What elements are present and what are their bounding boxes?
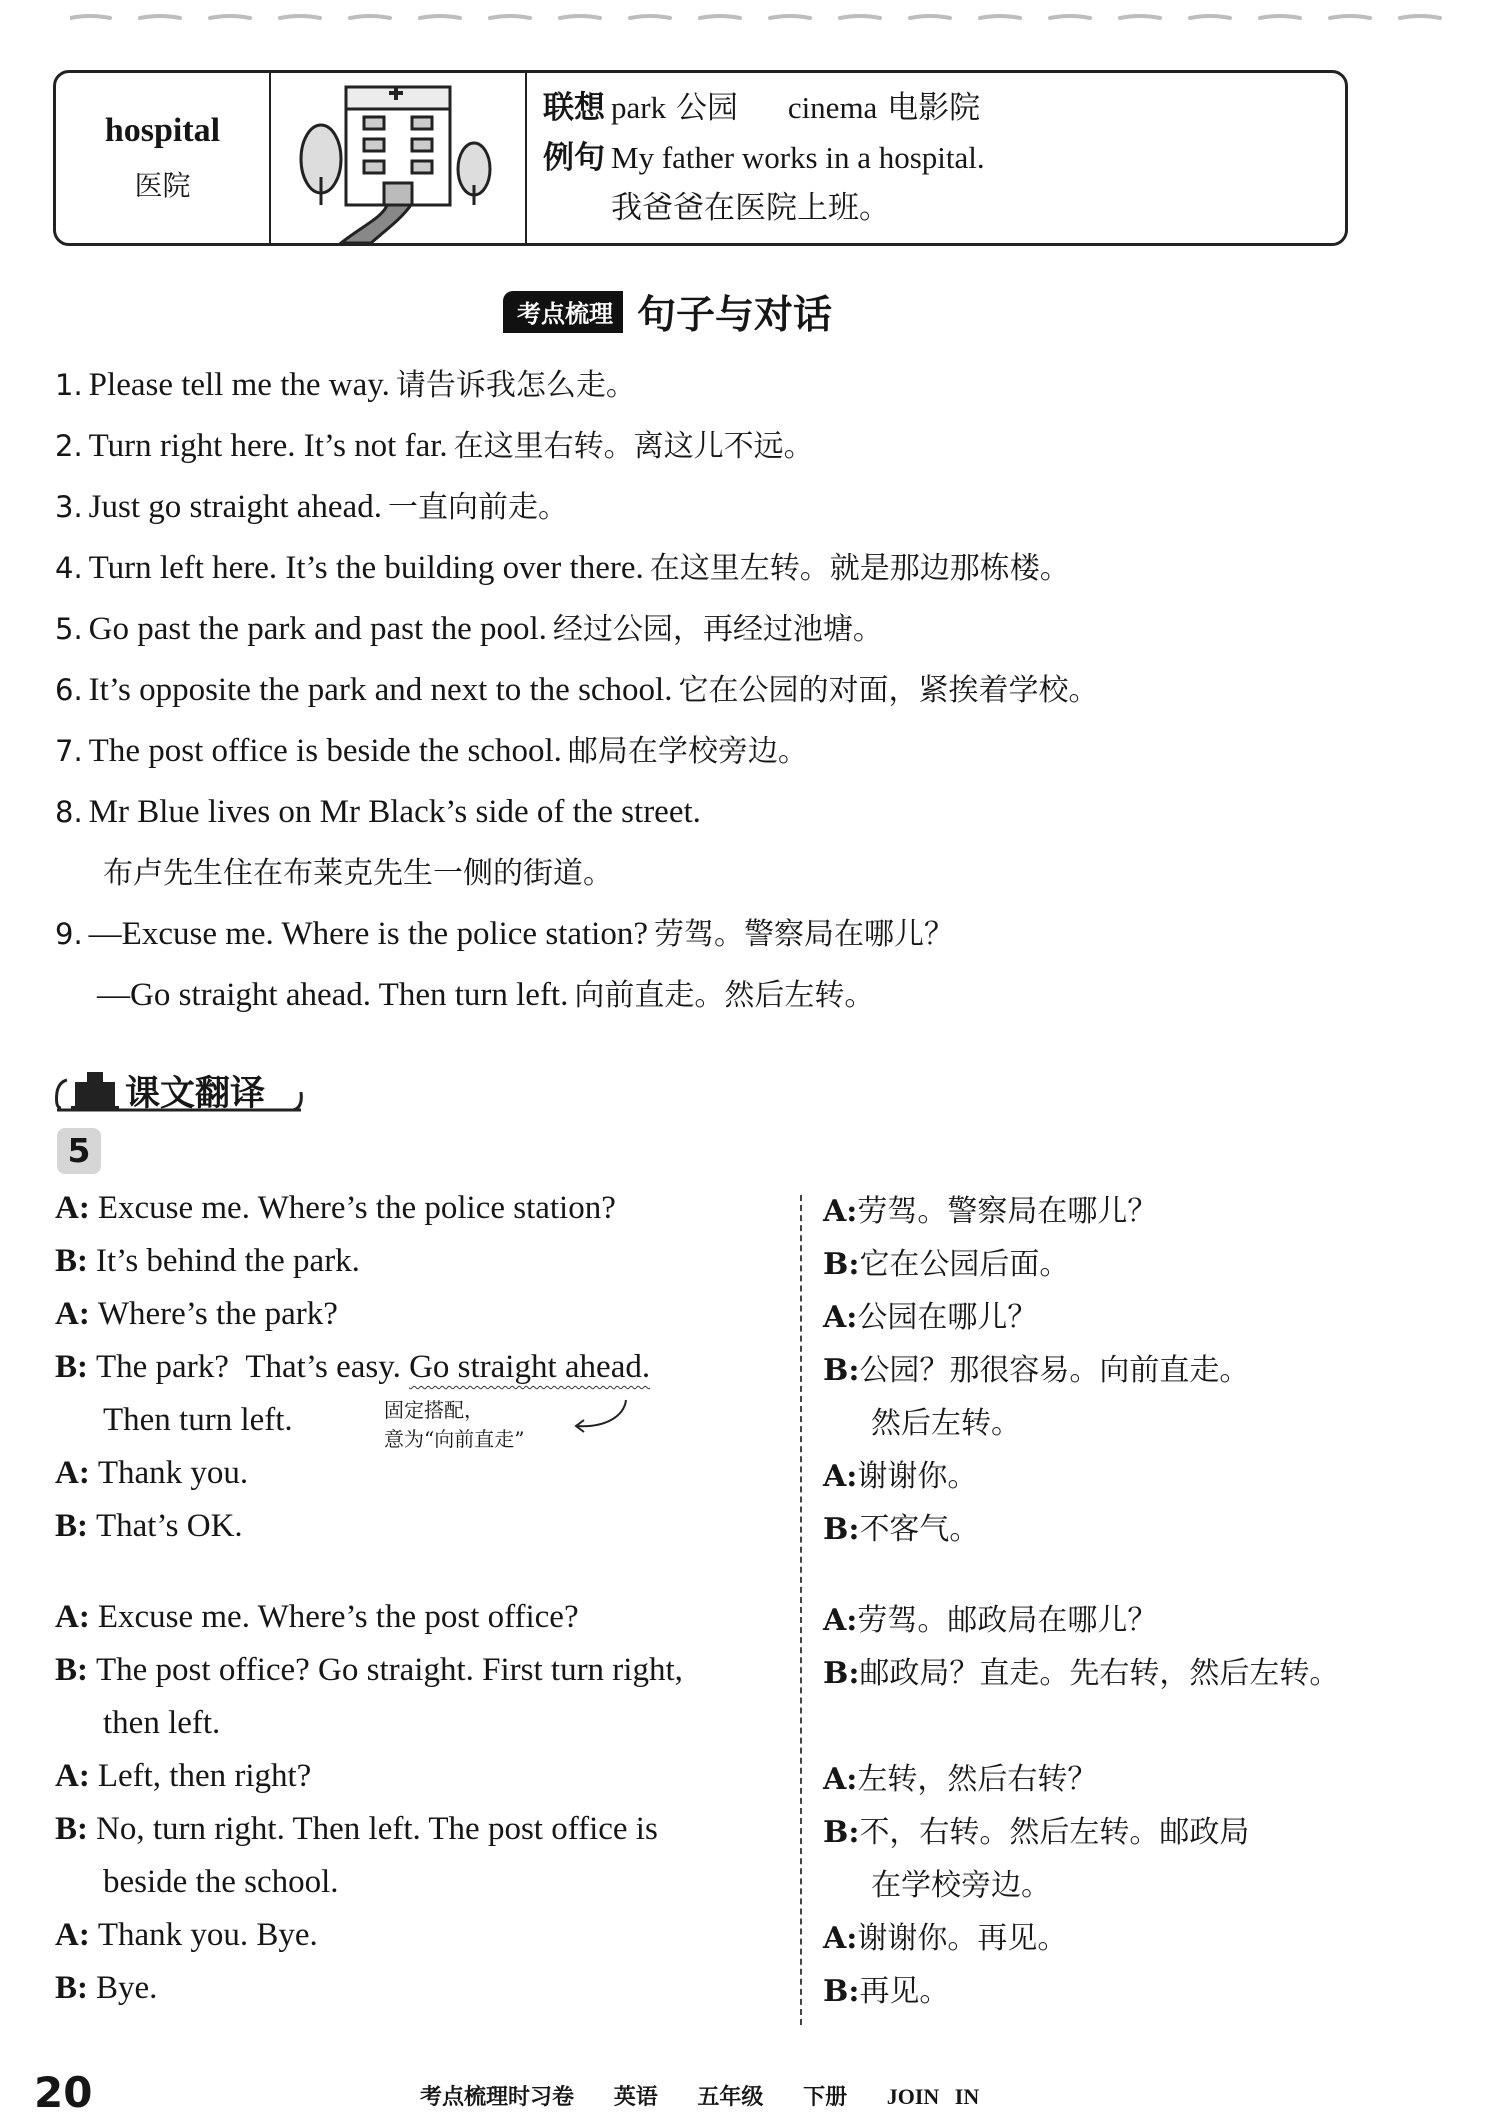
sentence-cn: 邮局在学校旁边。 [567, 734, 808, 769]
dialogue-text: Excuse me. Where’s the police station? [97, 1190, 616, 1226]
footer-grade: 五年级 [697, 2084, 764, 2110]
footer-edition: JOIN IN [886, 2084, 980, 2109]
lesson-number-badge: 5 [57, 1128, 101, 1174]
association-word-2: cinema [787, 90, 878, 125]
sentence-en: It’s opposite the park and next to the school. [88, 672, 673, 708]
dialogue-text: The post office? Go straight. First turn right, [96, 1652, 683, 1688]
dialogue-line-continued [55, 1860, 765, 1913]
sentence-number: 2. [55, 429, 83, 463]
dialogue-text: 不，右转。然后左转。邮政局 [859, 1815, 1250, 1850]
section-heading-sentences [503, 284, 832, 340]
speaker-label: A: [823, 1194, 858, 1229]
sentence-item [55, 785, 1435, 846]
sentence-en: Turn left here. It’s the building over there. [88, 550, 644, 586]
speaker-label: A: [823, 1300, 858, 1335]
sentence-number: 5. [55, 612, 83, 646]
dialogue-text: 谢谢你。再见。 [857, 1921, 1068, 1956]
vocab-association [543, 83, 1345, 133]
sentence-number: 4. [55, 551, 83, 585]
dialogue-line [823, 1243, 1383, 1296]
vocab-example [543, 133, 1345, 183]
dialogue-chinese [823, 1190, 1383, 2023]
sentence-item [55, 602, 1435, 663]
column-divider [800, 1195, 802, 2025]
dialogue-text: 在学校旁边。 [871, 1868, 1051, 1903]
vocab-card [53, 70, 1348, 246]
dialogue-text: Thank you. Bye. [97, 1917, 318, 1953]
speaker-label: B: [823, 1815, 860, 1850]
sentence-item [55, 480, 1435, 541]
dialogue-text: then left. [103, 1705, 221, 1741]
dialogue-text: That’s OK. [96, 1508, 243, 1544]
sentence-cn: 经过公园，再经过池塘。 [552, 612, 883, 647]
dialogue-text: 左转，然后右转？ [857, 1762, 1098, 1797]
sentence-en: Mr Blue lives on Mr Black’s side of the street. [88, 794, 701, 830]
sentence-item [55, 663, 1435, 724]
sentence-cn: 一直向前走。 [387, 490, 568, 525]
dialogue-line [823, 1508, 1383, 1561]
sentence-number: 6. [55, 673, 83, 707]
sentence-cn: 在这里右转。离这儿不远。 [453, 429, 814, 464]
page-number: 20 [34, 2068, 93, 2117]
sentence-cn: 布卢先生住在布莱克先生一侧的街道。 [103, 856, 613, 891]
sentence-cn: 请告诉我怎么走。 [395, 368, 636, 403]
speaker-label: B: [823, 1974, 860, 2009]
speaker-label: B: [823, 1512, 860, 1547]
dialogue-line [55, 1648, 765, 1701]
annotation-note [384, 1396, 524, 1454]
dialogue-line [823, 1811, 1383, 1864]
dialogue-line [55, 1595, 765, 1648]
dialogue-line-continued [823, 1864, 1383, 1917]
speaker-label: A: [55, 1190, 90, 1226]
dialogue-text: That’s easy. [245, 1349, 401, 1385]
sentence-item [55, 358, 1435, 419]
dialogue-line [823, 1970, 1383, 2023]
speaker-label: B: [55, 1652, 88, 1688]
speaker-label: B: [823, 1247, 860, 1282]
dialogue-line [823, 1917, 1383, 1970]
sentence-cn: 在这里左转。就是那边那栋楼。 [649, 551, 1070, 586]
dialogue-line [823, 1455, 1383, 1508]
dialogue-text: It’s behind the park. [96, 1243, 360, 1279]
sentence-en: The post office is beside the school. [88, 733, 562, 769]
speaker-label: B: [823, 1656, 860, 1691]
dialogue-text: 然后左转。 [871, 1406, 1021, 1441]
dialogue-line-continued [823, 1402, 1383, 1455]
dialogue-line [55, 1451, 765, 1504]
example-sentence-cn: 我爸爸在医院上班。 [611, 190, 890, 226]
sentence-en: —Excuse me. Where is the police station? [88, 916, 648, 952]
dialogue-text: 不客气。 [859, 1512, 980, 1547]
sentence-cn: 向前直走。然后左转。 [574, 978, 875, 1013]
sentence-number: 3. [55, 490, 83, 524]
dialogue-line [55, 1239, 765, 1292]
dialogue-text: Thank you. [97, 1455, 249, 1491]
sentence-number: 8. [55, 795, 83, 829]
dialogue-text: beside the school. [103, 1864, 339, 1900]
dialogue-gap [823, 1561, 1383, 1599]
dialogue-text: Left, then right? [97, 1758, 312, 1794]
speaker-label: A: [823, 1459, 858, 1494]
section-title: 句子与对话 [637, 293, 833, 338]
speaker-label: A: [823, 1762, 858, 1797]
dialogue-line [823, 1652, 1383, 1705]
sentence-en: —Go straight ahead. Then turn left. [97, 977, 569, 1013]
sentence-number: 9. [55, 917, 83, 951]
dialogue-text: 公园？那很容易。向前直走。 [859, 1353, 1250, 1388]
sentence-item [55, 724, 1435, 785]
dialogue-text: Where’s the park? [97, 1296, 338, 1332]
dialogue-text: No, turn right. Then left. The post office is [96, 1811, 658, 1847]
speaker-label: B: [55, 1349, 88, 1385]
sentence-reply-line [55, 968, 1435, 1029]
dialogue-text: 劳驾。警察局在哪儿？ [857, 1194, 1158, 1229]
sentence-number: 1. [55, 368, 83, 402]
sentence-number: 7. [55, 734, 83, 768]
dialogue-line [55, 1913, 765, 1966]
dialogue-line [823, 1758, 1383, 1811]
sentence-en: Just go straight ahead. [88, 489, 382, 525]
sentence-en: Turn right here. It’s not far. [88, 428, 448, 464]
sentence-cn: 它在公园的对面，紧挨着学校。 [678, 673, 1099, 708]
speaker-label: A: [55, 1917, 90, 1953]
dialogue-line [55, 1807, 765, 1860]
note-line: 固定搭配， [384, 1398, 484, 1422]
footer-volume: 下册 [803, 2084, 848, 2110]
dialogue-gap [55, 1557, 765, 1595]
sentence-en: Please tell me the way. [88, 367, 390, 403]
sentence-item [55, 907, 1435, 968]
speaker-label: B: [55, 1811, 88, 1847]
dialogue-line [823, 1599, 1383, 1652]
association-word-1: park [611, 90, 667, 125]
speaker-label: A: [55, 1455, 90, 1491]
sentence-item [55, 419, 1435, 480]
vocab-picture-cell [271, 73, 527, 243]
dialogue-line [55, 1754, 765, 1807]
association-label: 联想 [543, 90, 605, 126]
translation-title: 课文翻译 [125, 1074, 266, 1114]
speaker-label: A: [55, 1296, 90, 1332]
dialogue-text: Excuse me. Where’s the post office? [97, 1599, 579, 1635]
dialogue-line [823, 1296, 1383, 1349]
dialogue-line [55, 1966, 765, 2019]
speaker-label: B: [55, 1970, 88, 2006]
dialogue-line-continued [55, 1701, 765, 1754]
sentence-translation-line [55, 846, 1435, 907]
dialogue-text: 再见。 [859, 1974, 950, 2009]
speaker-label: A: [55, 1599, 90, 1635]
dialogue-line [823, 1349, 1383, 1402]
dialogue-line [55, 1186, 765, 1239]
speaker-label: A: [55, 1758, 90, 1794]
section-heading-translation [53, 1062, 305, 1114]
sentence-cn: 劳驾。警察局在哪儿？ [653, 917, 954, 952]
dialogue-text: 它在公园后面。 [859, 1247, 1070, 1282]
dialogue-english [55, 1186, 765, 2019]
dialogue-text: Then turn left. [103, 1402, 293, 1438]
dialogue-text: 劳驾。邮政局在哪儿？ [857, 1603, 1158, 1638]
association-word-1-cn: 公园 [675, 90, 738, 126]
association-word-2-cn: 电影院 [887, 90, 981, 126]
speaker-label: A: [823, 1921, 858, 1956]
note-arrow-icon [570, 1398, 630, 1438]
vocab-word-cn: 医院 [134, 169, 191, 202]
dialogue-text: The park? [96, 1349, 229, 1385]
vocab-details [527, 73, 1345, 243]
example-label: 例句 [543, 140, 605, 176]
dialogue-line [55, 1292, 765, 1345]
dialogue-text: 公园在哪儿？ [857, 1300, 1038, 1335]
sentence-en: Go past the park and past the pool. [88, 611, 547, 647]
hospital-illustration [291, 77, 506, 247]
footer-book-title: 考点梳理时习卷 [420, 2084, 575, 2110]
dialogue-line [55, 1345, 765, 1398]
sentence-list [55, 358, 1435, 1029]
dialogue-text: 谢谢你。 [857, 1459, 978, 1494]
highlighted-phrase: Go straight ahead. [409, 1349, 651, 1385]
footer-subject: 英语 [613, 2084, 658, 2110]
note-line: 意为“向前直走” [384, 1427, 525, 1451]
dialogue-line [823, 1190, 1383, 1243]
top-decoration [70, 8, 1470, 28]
page-footer [420, 2080, 1001, 2111]
speaker-label: B: [823, 1353, 860, 1388]
vocab-word: hospital [104, 112, 221, 149]
vocab-word-cell [56, 73, 271, 243]
dialogue-line [55, 1504, 765, 1557]
example-sentence: My father works in a hospital. [611, 140, 985, 175]
dialogue-gap [823, 1705, 1383, 1758]
speaker-label: A: [823, 1603, 858, 1638]
speaker-label: B: [55, 1243, 88, 1279]
dialogue-text: Bye. [96, 1970, 158, 2006]
sentence-item [55, 541, 1435, 602]
speaker-label: B: [55, 1508, 88, 1544]
dialogue-text: 邮政局？直走。先右转，然后左转。 [859, 1656, 1340, 1691]
section-tag: 考点梳理 [503, 291, 623, 333]
